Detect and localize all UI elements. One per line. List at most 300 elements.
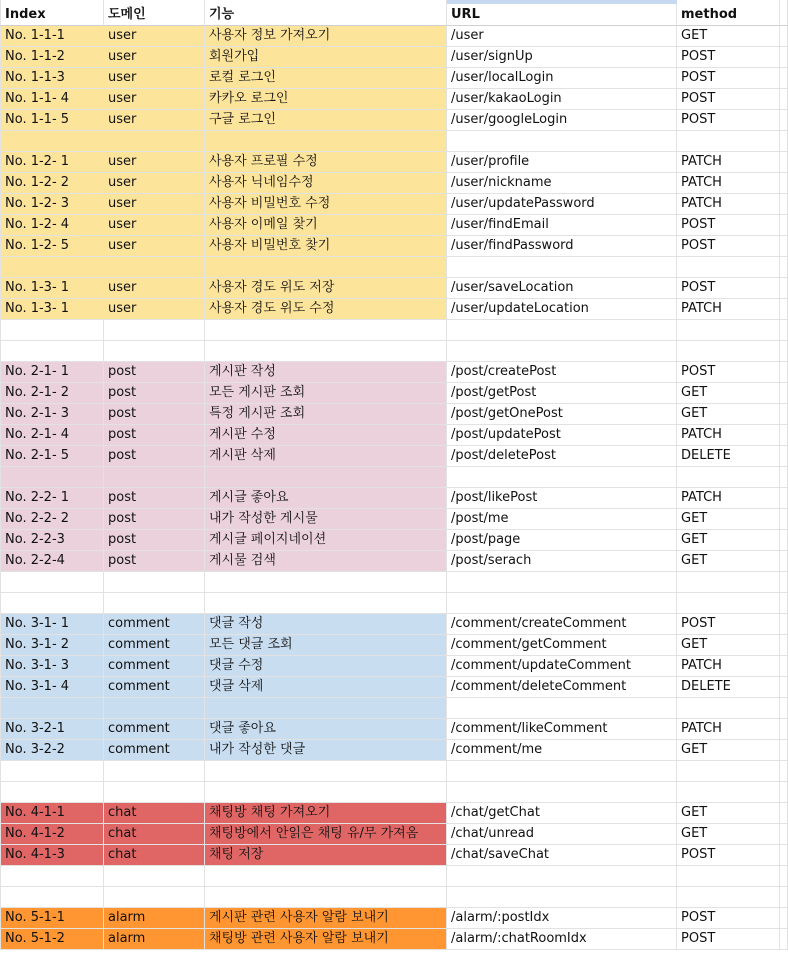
extra-cell[interactable]	[780, 68, 788, 89]
table-row	[0, 236, 788, 257]
url-cell[interactable]: /user/nickname	[447, 173, 677, 194]
extra-cell[interactable]	[780, 47, 788, 68]
feature-cell[interactable]: 댓글 좋아요	[205, 719, 447, 740]
feature-cell[interactable]	[205, 131, 447, 152]
method-cell[interactable]	[677, 320, 780, 341]
method-cell[interactable]: POST	[677, 278, 780, 299]
extra-cell[interactable]	[780, 425, 788, 446]
url-cell[interactable]: /user/localLogin	[447, 68, 677, 89]
domain-cell[interactable]: chat	[104, 845, 205, 866]
table-row	[0, 551, 788, 572]
domain-cell[interactable]	[104, 866, 205, 887]
table-row	[0, 803, 788, 824]
method-cell[interactable]: POST	[677, 47, 780, 68]
extra-cell[interactable]	[780, 866, 788, 887]
method-cell[interactable]: PATCH	[677, 194, 780, 215]
method-cell[interactable]: GET	[677, 383, 780, 404]
url-cell[interactable]: /chat/unread	[447, 824, 677, 845]
domain-cell[interactable]: user	[104, 236, 205, 257]
domain-cell[interactable]: alarm	[104, 929, 205, 950]
method-cell[interactable]: POST	[677, 362, 780, 383]
feature-cell[interactable]: 채팅방 관련 사용자 알람 보내기	[205, 929, 447, 950]
url-cell[interactable]: /user/updateLocation	[447, 299, 677, 320]
table-row	[0, 299, 788, 320]
table-row	[0, 152, 788, 173]
empty-row	[0, 572, 788, 593]
index-cell[interactable]: No. 4-1-1	[0, 803, 104, 824]
extra-cell[interactable]	[780, 173, 788, 194]
url-cell[interactable]: /user/saveLocation	[447, 278, 677, 299]
method-cell[interactable]	[677, 866, 780, 887]
extra-cell[interactable]	[780, 614, 788, 635]
extra-cell[interactable]	[780, 404, 788, 425]
method-cell[interactable]: PATCH	[677, 152, 780, 173]
index-cell[interactable]: No. 5-1-1	[0, 908, 104, 929]
domain-cell[interactable]: user	[104, 299, 205, 320]
url-cell[interactable]	[447, 131, 677, 152]
url-cell[interactable]: /post/page	[447, 530, 677, 551]
feature-cell[interactable]	[205, 467, 447, 488]
index-cell[interactable]	[0, 761, 104, 782]
domain-cell[interactable]: comment	[104, 740, 205, 761]
feature-cell[interactable]: 사용자 비밀번호 수정	[205, 194, 447, 215]
method-cell[interactable]: POST	[677, 110, 780, 131]
table-row	[0, 656, 788, 677]
domain-cell[interactable]: chat	[104, 803, 205, 824]
index-cell[interactable]: No. 2-1- 2	[0, 383, 104, 404]
method-cell[interactable]	[677, 341, 780, 362]
feature-cell[interactable]: 채팅방에서 안읽은 채팅 유/무 가져옴	[205, 824, 447, 845]
method-cell[interactable]: PATCH	[677, 425, 780, 446]
column-selection-indicator	[447, 0, 677, 4]
feature-cell[interactable]: 게시판 수정	[205, 425, 447, 446]
method-cell[interactable]	[677, 782, 780, 803]
domain-cell[interactable]	[104, 782, 205, 803]
domain-cell[interactable]: post	[104, 488, 205, 509]
index-cell[interactable]: No. 1-1-3	[0, 68, 104, 89]
index-cell[interactable]: No. 1-3- 1	[0, 299, 104, 320]
domain-cell[interactable]	[104, 467, 205, 488]
url-cell[interactable]	[447, 593, 677, 614]
index-cell[interactable]: No. 4-1-2	[0, 824, 104, 845]
index-cell[interactable]: No. 1-1-2	[0, 47, 104, 68]
url-cell[interactable]: /post/getPost	[447, 383, 677, 404]
feature-cell[interactable]: 사용자 경도 위도 저장	[205, 278, 447, 299]
domain-cell[interactable]: post	[104, 383, 205, 404]
domain-cell[interactable]: alarm	[104, 908, 205, 929]
method-cell[interactable]: POST	[677, 845, 780, 866]
table-row	[0, 824, 788, 845]
extra-cell[interactable]	[780, 26, 788, 47]
feature-cell[interactable]: 내가 작성한 댓글	[205, 740, 447, 761]
method-cell[interactable]: GET	[677, 509, 780, 530]
domain-cell[interactable]: user	[104, 110, 205, 131]
domain-cell[interactable]	[104, 698, 205, 719]
extra-cell[interactable]	[780, 110, 788, 131]
method-cell[interactable]	[677, 131, 780, 152]
feature-cell[interactable]: 모든 게시판 조회	[205, 383, 447, 404]
extra-cell[interactable]	[780, 341, 788, 362]
method-cell[interactable]: GET	[677, 635, 780, 656]
url-cell[interactable]: /post/serach	[447, 551, 677, 572]
index-cell[interactable]: No. 1-2- 4	[0, 215, 104, 236]
feature-cell[interactable]: 카카오 로그인	[205, 89, 447, 110]
domain-cell[interactable]: user	[104, 26, 205, 47]
extra-cell[interactable]	[780, 509, 788, 530]
index-cell[interactable]: No. 1-3- 1	[0, 278, 104, 299]
url-cell[interactable]: /post/createPost	[447, 362, 677, 383]
domain-cell[interactable]	[104, 257, 205, 278]
url-cell[interactable]	[447, 887, 677, 908]
index-cell[interactable]: No. 3-1- 1	[0, 614, 104, 635]
extra-cell[interactable]	[780, 383, 788, 404]
extra-cell[interactable]	[780, 236, 788, 257]
url-cell[interactable]: /alarm/:chatRoomIdx	[447, 929, 677, 950]
table-row	[0, 908, 788, 929]
empty-row	[0, 131, 788, 152]
url-cell[interactable]: /user/findPassword	[447, 236, 677, 257]
header-url[interactable]: URL	[447, 0, 677, 26]
extra-cell[interactable]	[780, 803, 788, 824]
domain-cell[interactable]: user	[104, 278, 205, 299]
feature-cell[interactable]	[205, 782, 447, 803]
index-cell[interactable]: No. 1-2- 3	[0, 194, 104, 215]
index-cell[interactable]: No. 3-2-1	[0, 719, 104, 740]
index-cell[interactable]	[0, 593, 104, 614]
url-cell[interactable]	[447, 572, 677, 593]
method-cell[interactable]	[677, 761, 780, 782]
extra-cell[interactable]	[780, 488, 788, 509]
url-cell[interactable]: /post/getOnePost	[447, 404, 677, 425]
feature-cell[interactable]: 로컬 로그인	[205, 68, 447, 89]
feature-cell[interactable]: 댓글 작성	[205, 614, 447, 635]
table-row	[0, 845, 788, 866]
index-cell[interactable]: No. 2-1- 3	[0, 404, 104, 425]
url-cell[interactable]: /chat/getChat	[447, 803, 677, 824]
index-cell[interactable]: No. 2-2-4	[0, 551, 104, 572]
domain-cell[interactable]: user	[104, 215, 205, 236]
extra-cell[interactable]	[780, 929, 788, 950]
url-cell[interactable]: /user/signUp	[447, 47, 677, 68]
method-cell[interactable]: GET	[677, 551, 780, 572]
feature-cell[interactable]	[205, 593, 447, 614]
method-cell[interactable]: PATCH	[677, 719, 780, 740]
extra-cell[interactable]	[780, 761, 788, 782]
index-cell[interactable]: No. 2-2- 1	[0, 488, 104, 509]
method-cell[interactable]: POST	[677, 68, 780, 89]
feature-cell[interactable]	[205, 887, 447, 908]
extra-cell[interactable]	[780, 467, 788, 488]
table-row	[0, 404, 788, 425]
extra-cell[interactable]	[780, 908, 788, 929]
domain-cell[interactable]	[104, 761, 205, 782]
extra-cell[interactable]	[780, 656, 788, 677]
index-cell[interactable]	[0, 320, 104, 341]
index-cell[interactable]: No. 3-1- 2	[0, 635, 104, 656]
table-row	[0, 68, 788, 89]
empty-row	[0, 887, 788, 908]
feature-cell[interactable]: 사용자 정보 가져오기	[205, 26, 447, 47]
extra-cell[interactable]	[780, 593, 788, 614]
feature-cell[interactable]: 채팅방 채팅 가져오기	[205, 803, 447, 824]
method-cell[interactable]	[677, 572, 780, 593]
feature-cell[interactable]: 내가 작성한 게시물	[205, 509, 447, 530]
method-cell[interactable]: GET	[677, 740, 780, 761]
feature-cell[interactable]	[205, 320, 447, 341]
feature-cell[interactable]: 사용자 경도 위도 수정	[205, 299, 447, 320]
url-cell[interactable]: /post/updatePost	[447, 425, 677, 446]
header-index[interactable]: Index	[0, 0, 104, 26]
table-row	[0, 446, 788, 467]
url-cell[interactable]: /comment/me	[447, 740, 677, 761]
url-cell[interactable]: /alarm/:postIdx	[447, 908, 677, 929]
domain-cell[interactable]: comment	[104, 635, 205, 656]
table-row	[0, 425, 788, 446]
url-cell[interactable]: /comment/updateComment	[447, 656, 677, 677]
feature-cell[interactable]: 게시판 삭제	[205, 446, 447, 467]
extra-cell[interactable]	[780, 299, 788, 320]
url-cell[interactable]: /user/profile	[447, 152, 677, 173]
header-domain[interactable]: 도메인	[104, 0, 205, 26]
domain-cell[interactable]	[104, 593, 205, 614]
index-cell[interactable]	[0, 131, 104, 152]
feature-cell[interactable]	[205, 257, 447, 278]
extra-cell[interactable]	[780, 446, 788, 467]
header-method[interactable]: method	[677, 0, 780, 26]
domain-cell[interactable]: user	[104, 68, 205, 89]
index-cell[interactable]: No. 2-1- 4	[0, 425, 104, 446]
url-cell[interactable]	[447, 467, 677, 488]
feature-cell[interactable]: 사용자 비밀번호 찾기	[205, 236, 447, 257]
method-cell[interactable]: PATCH	[677, 173, 780, 194]
method-cell[interactable]	[677, 257, 780, 278]
extra-cell[interactable]	[780, 278, 788, 299]
index-cell[interactable]	[0, 698, 104, 719]
index-cell[interactable]: No. 2-1- 1	[0, 362, 104, 383]
domain-cell[interactable]: post	[104, 404, 205, 425]
url-cell[interactable]: /comment/getComment	[447, 635, 677, 656]
domain-cell[interactable]: user	[104, 173, 205, 194]
domain-cell[interactable]: user	[104, 89, 205, 110]
feature-cell[interactable]: 채팅 저장	[205, 845, 447, 866]
domain-cell[interactable]	[104, 341, 205, 362]
feature-cell[interactable]: 사용자 프로필 수정	[205, 152, 447, 173]
header-extra[interactable]	[780, 0, 788, 26]
extra-cell[interactable]	[780, 740, 788, 761]
domain-cell[interactable]: post	[104, 530, 205, 551]
domain-cell[interactable]: comment	[104, 677, 205, 698]
domain-cell[interactable]: post	[104, 509, 205, 530]
index-cell[interactable]: No. 3-2-2	[0, 740, 104, 761]
index-cell[interactable]: No. 1-1- 4	[0, 89, 104, 110]
feature-cell[interactable]: 게시판 관련 사용자 알람 보내기	[205, 908, 447, 929]
url-cell[interactable]: /user	[447, 26, 677, 47]
domain-cell[interactable]	[104, 131, 205, 152]
domain-cell[interactable]: post	[104, 551, 205, 572]
index-cell[interactable]: No. 1-2- 5	[0, 236, 104, 257]
extra-cell[interactable]	[780, 362, 788, 383]
url-cell[interactable]: /user/updatePassword	[447, 194, 677, 215]
feature-cell[interactable]: 회원가입	[205, 47, 447, 68]
table-row	[0, 509, 788, 530]
index-cell[interactable]	[0, 782, 104, 803]
feature-cell[interactable]	[205, 572, 447, 593]
method-cell[interactable]	[677, 887, 780, 908]
extra-cell[interactable]	[780, 719, 788, 740]
empty-row	[0, 698, 788, 719]
method-cell[interactable]	[677, 467, 780, 488]
extra-cell[interactable]	[780, 572, 788, 593]
domain-cell[interactable]: user	[104, 152, 205, 173]
url-cell[interactable]	[447, 782, 677, 803]
feature-cell[interactable]: 구글 로그인	[205, 110, 447, 131]
feature-cell[interactable]: 사용자 닉네임수정	[205, 173, 447, 194]
url-cell[interactable]	[447, 341, 677, 362]
index-cell[interactable]	[0, 341, 104, 362]
method-cell[interactable]: PATCH	[677, 656, 780, 677]
url-cell[interactable]: /comment/deleteComment	[447, 677, 677, 698]
feature-cell[interactable]: 사용자 이메일 찾기	[205, 215, 447, 236]
method-cell[interactable]: POST	[677, 215, 780, 236]
url-cell[interactable]	[447, 698, 677, 719]
url-cell[interactable]: /user/kakaoLogin	[447, 89, 677, 110]
domain-cell[interactable]: user	[104, 194, 205, 215]
extra-cell[interactable]	[780, 257, 788, 278]
feature-cell[interactable]: 모든 댓글 조회	[205, 635, 447, 656]
table-row	[0, 929, 788, 950]
url-cell[interactable]: /user/googleLogin	[447, 110, 677, 131]
index-cell[interactable]	[0, 467, 104, 488]
url-cell[interactable]	[447, 761, 677, 782]
method-cell[interactable]: PATCH	[677, 488, 780, 509]
feature-cell[interactable]: 게시글 페이지네이션	[205, 530, 447, 551]
extra-cell[interactable]	[780, 824, 788, 845]
method-cell[interactable]: DELETE	[677, 446, 780, 467]
feature-cell[interactable]	[205, 698, 447, 719]
url-cell[interactable]: /chat/saveChat	[447, 845, 677, 866]
domain-cell[interactable]: comment	[104, 614, 205, 635]
url-cell[interactable]: /post/likePost	[447, 488, 677, 509]
method-cell[interactable]: GET	[677, 26, 780, 47]
index-cell[interactable]: No. 2-2-3	[0, 530, 104, 551]
table-row	[0, 383, 788, 404]
extra-cell[interactable]	[780, 530, 788, 551]
domain-cell[interactable]	[104, 572, 205, 593]
domain-cell[interactable]: post	[104, 446, 205, 467]
method-cell[interactable]: POST	[677, 236, 780, 257]
extra-cell[interactable]	[780, 551, 788, 572]
table-row	[0, 194, 788, 215]
domain-cell[interactable]: comment	[104, 719, 205, 740]
url-cell[interactable]	[447, 866, 677, 887]
feature-cell[interactable]: 게시물 검색	[205, 551, 447, 572]
domain-cell[interactable]	[104, 320, 205, 341]
url-cell[interactable]: /post/deletePost	[447, 446, 677, 467]
method-cell[interactable]: GET	[677, 530, 780, 551]
feature-cell[interactable]: 댓글 수정	[205, 656, 447, 677]
extra-cell[interactable]	[780, 194, 788, 215]
index-cell[interactable]: No. 1-1-1	[0, 26, 104, 47]
method-cell[interactable]: POST	[677, 929, 780, 950]
extra-cell[interactable]	[780, 131, 788, 152]
feature-cell[interactable]: 게시판 작성	[205, 362, 447, 383]
table-row	[0, 488, 788, 509]
feature-cell[interactable]	[205, 761, 447, 782]
feature-cell[interactable]	[205, 341, 447, 362]
url-cell[interactable]	[447, 257, 677, 278]
domain-cell[interactable]: chat	[104, 824, 205, 845]
method-cell[interactable]: POST	[677, 614, 780, 635]
index-cell[interactable]: No. 4-1-3	[0, 845, 104, 866]
index-cell[interactable]: No. 2-1- 5	[0, 446, 104, 467]
extra-cell[interactable]	[780, 635, 788, 656]
url-cell[interactable]	[447, 320, 677, 341]
extra-cell[interactable]	[780, 677, 788, 698]
feature-cell[interactable]	[205, 866, 447, 887]
table-row	[0, 26, 788, 47]
extra-cell[interactable]	[780, 887, 788, 908]
extra-cell[interactable]	[780, 698, 788, 719]
feature-cell[interactable]: 특정 게시판 조회	[205, 404, 447, 425]
method-cell[interactable]	[677, 593, 780, 614]
method-cell[interactable]: POST	[677, 89, 780, 110]
feature-cell[interactable]: 댓글 삭제	[205, 677, 447, 698]
extra-cell[interactable]	[780, 152, 788, 173]
index-cell[interactable]: No. 2-2- 2	[0, 509, 104, 530]
table-row	[0, 530, 788, 551]
feature-cell[interactable]: 게시글 좋아요	[205, 488, 447, 509]
url-cell[interactable]: /comment/createComment	[447, 614, 677, 635]
url-cell[interactable]: /post/me	[447, 509, 677, 530]
extra-cell[interactable]	[780, 845, 788, 866]
index-cell[interactable]: No. 1-1- 5	[0, 110, 104, 131]
empty-row	[0, 467, 788, 488]
method-cell[interactable]: PATCH	[677, 299, 780, 320]
method-cell[interactable]: GET	[677, 803, 780, 824]
index-cell[interactable]: No. 3-1- 3	[0, 656, 104, 677]
extra-cell[interactable]	[780, 89, 788, 110]
index-cell[interactable]	[0, 257, 104, 278]
url-cell[interactable]: /user/findEmail	[447, 215, 677, 236]
method-cell[interactable]	[677, 698, 780, 719]
method-cell[interactable]: GET	[677, 824, 780, 845]
empty-row	[0, 593, 788, 614]
domain-cell[interactable]: comment	[104, 656, 205, 677]
index-cell[interactable]	[0, 572, 104, 593]
method-cell[interactable]: POST	[677, 908, 780, 929]
index-cell[interactable]: No. 5-1-2	[0, 929, 104, 950]
index-cell[interactable]: No. 1-2- 2	[0, 173, 104, 194]
table-row	[0, 110, 788, 131]
header-feature[interactable]: 기능	[205, 0, 447, 26]
url-cell[interactable]: /comment/likeComment	[447, 719, 677, 740]
index-cell[interactable]	[0, 887, 104, 908]
extra-cell[interactable]	[780, 215, 788, 236]
method-cell[interactable]: GET	[677, 404, 780, 425]
extra-cell[interactable]	[780, 320, 788, 341]
index-cell[interactable]	[0, 866, 104, 887]
domain-cell[interactable]: post	[104, 425, 205, 446]
index-cell[interactable]: No. 3-1- 4	[0, 677, 104, 698]
method-cell[interactable]: DELETE	[677, 677, 780, 698]
domain-cell[interactable]: user	[104, 47, 205, 68]
table-row	[0, 677, 788, 698]
index-cell[interactable]: No. 1-2- 1	[0, 152, 104, 173]
empty-row	[0, 761, 788, 782]
domain-cell[interactable]: post	[104, 362, 205, 383]
extra-cell[interactable]	[780, 782, 788, 803]
domain-cell[interactable]	[104, 887, 205, 908]
